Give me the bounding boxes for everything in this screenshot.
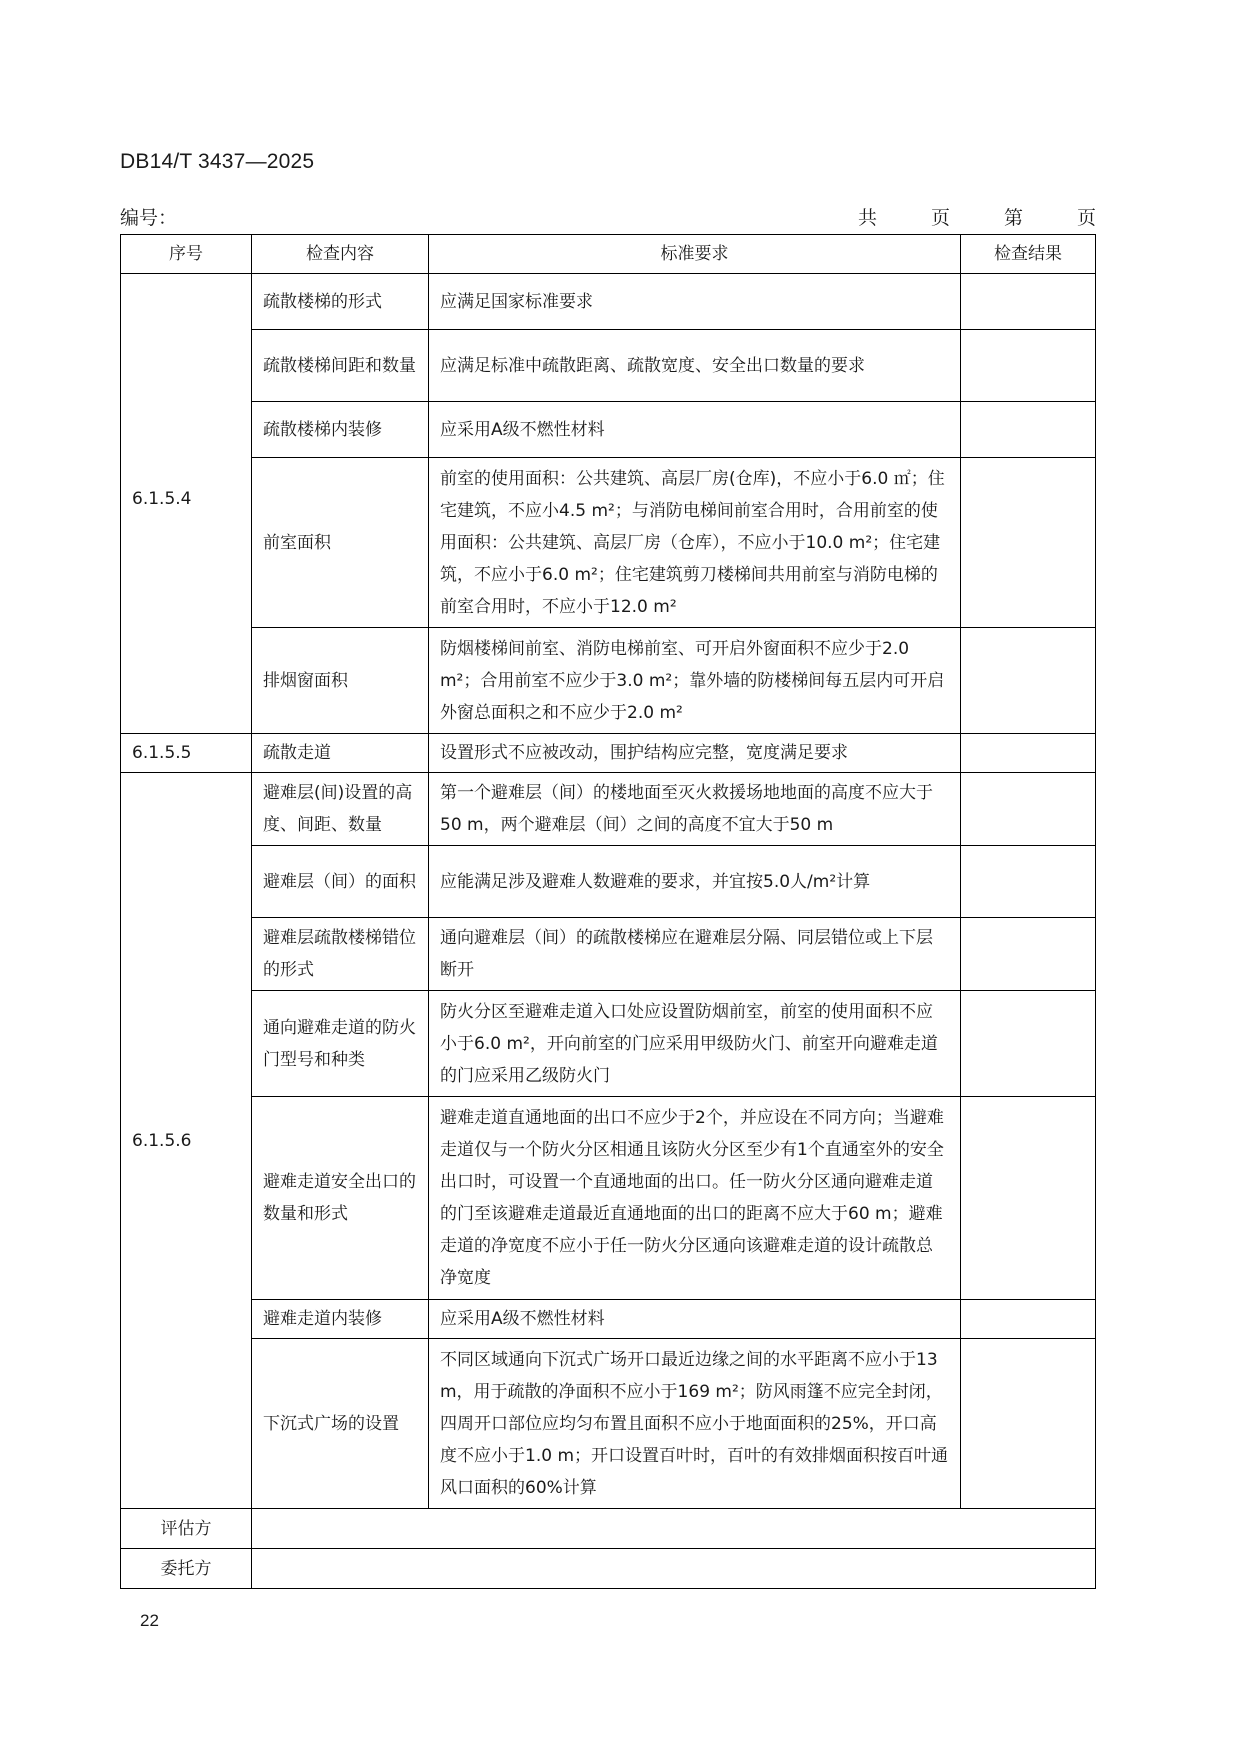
table-row xyxy=(121,274,1096,330)
result-cell[interactable] xyxy=(961,846,1096,918)
result-cell[interactable] xyxy=(961,1300,1096,1339)
client-row xyxy=(121,1549,1096,1589)
content-cell: 疏散走道 xyxy=(252,734,429,773)
page-count xyxy=(858,203,1096,230)
table-row xyxy=(121,991,1096,1097)
content-cell: 避难层（间）的面积 xyxy=(252,846,429,918)
header-content: 检查内容 xyxy=(252,235,429,274)
evaluator-row xyxy=(121,1509,1096,1549)
page-count-current-prefix: 第 xyxy=(1003,207,1023,229)
result-cell[interactable] xyxy=(961,458,1096,628)
table-row xyxy=(121,734,1096,773)
result-cell[interactable] xyxy=(961,773,1096,846)
content-cell: 排烟窗面积 xyxy=(252,628,429,734)
client-label: 委托方 xyxy=(121,1549,252,1589)
result-cell[interactable] xyxy=(961,628,1096,734)
header-requirement: 标准要求 xyxy=(429,235,961,274)
table-row xyxy=(121,1339,1096,1509)
result-cell[interactable] xyxy=(961,1097,1096,1300)
standard-code: DB14/T 3437—2025 xyxy=(120,150,315,173)
form-number-label: 编号： xyxy=(120,207,178,229)
content-cell: 避难层疏散楼梯错位的形式 xyxy=(252,918,429,991)
seq-cell: 6.1.5.6 xyxy=(121,773,252,1509)
content-cell: 避难层(间)设置的高度、间距、数量 xyxy=(252,773,429,846)
table-row xyxy=(121,458,1096,628)
requirement-cell: 避难走道直通地面的出口不应少于2个，并应设在不同方向；当避难走道仅与一个防火分区相通且该防火分区至少有1个直通室外的安全出口时，可设置一个直通地面的出口。任一防火分区通向避难走道的门至该避难走道最近直通地面的出口的距离不应大于60 m；避难走道的净宽度不应小于任一防火分区通向该避难走道的设计疏散总净宽度 xyxy=(429,1097,961,1300)
content-cell: 前室面积 xyxy=(252,458,429,628)
table-row xyxy=(121,1300,1096,1339)
page-count-total-suffix: 页 xyxy=(930,207,950,229)
result-cell[interactable] xyxy=(961,918,1096,991)
requirement-cell: 第一个避难层（间）的楼地面至灭火救援场地地面的高度不应大于50 m，两个避难层（间）之间的高度不宜大于50 m xyxy=(429,773,961,846)
content-cell: 疏散楼梯的形式 xyxy=(252,274,429,330)
result-cell[interactable] xyxy=(961,274,1096,330)
table-row xyxy=(121,1097,1096,1300)
requirement-cell: 应采用A级不燃性材料 xyxy=(429,1300,961,1339)
requirement-cell: 设置形式不应被改动，围护结构应完整，宽度满足要求 xyxy=(429,734,961,773)
requirement-cell: 应满足国家标准要求 xyxy=(429,274,961,330)
page-count-total-prefix: 共 xyxy=(857,207,877,229)
result-cell[interactable] xyxy=(961,991,1096,1097)
requirement-cell: 通向避难层（间）的疏散楼梯应在避难层分隔、同层错位或上下层断开 xyxy=(429,918,961,991)
content-cell: 通向避难走道的防火门型号和种类 xyxy=(252,991,429,1097)
result-cell[interactable] xyxy=(961,402,1096,458)
seq-cell: 6.1.5.5 xyxy=(121,734,252,773)
evaluator-label: 评估方 xyxy=(121,1509,252,1549)
result-cell[interactable] xyxy=(961,734,1096,773)
table-header-row xyxy=(121,235,1096,274)
result-cell[interactable] xyxy=(961,1339,1096,1509)
page-count-current-suffix: 页 xyxy=(1076,207,1096,229)
requirement-cell: 应能满足涉及避难人数避难的要求，并宜按5.0人/m²计算 xyxy=(429,846,961,918)
content-cell: 疏散楼梯内装修 xyxy=(252,402,429,458)
content-cell: 避难走道内装修 xyxy=(252,1300,429,1339)
requirement-cell: 应采用A级不燃性材料 xyxy=(429,402,961,458)
requirement-cell: 前室的使用面积：公共建筑、高层厂房(仓库)，不应小于6.0 ㎡；住宅建筑，不应小4.5 m²；与消防电梯间前室合用时，合用前室的使用面积：公共建筑、高层厂房（仓库），不应小于10.0 m²；住宅建筑，不应小于6.0 m²；住宅建筑剪刀楼梯间共用前室与消防电梯的前室合用时，不应小于12.0 m² xyxy=(429,458,961,628)
content-cell: 避难走道安全出口的数量和形式 xyxy=(252,1097,429,1300)
inspection-table xyxy=(120,234,1096,1589)
requirement-cell: 应满足标准中疏散距离、疏散宽度、安全出口数量的要求 xyxy=(429,330,961,402)
seq-cell: 6.1.5.4 xyxy=(121,274,252,734)
header-seq: 序号 xyxy=(121,235,252,274)
requirement-cell: 防火分区至避难走道入口处应设置防烟前室，前室的使用面积不应小于6.0 m²，开向前室的门应采用甲级防火门、前室开向避难走道的门应采用乙级防火门 xyxy=(429,991,961,1097)
result-cell[interactable] xyxy=(961,330,1096,402)
client-value[interactable] xyxy=(252,1549,1096,1589)
requirement-cell: 不同区域通向下沉式广场开口最近边缘之间的水平距离不应小于13 m，用于疏散的净面积不应小于169 m²；防风雨篷不应完全封闭，四周开口部位应均匀布置且面积不应小于地面面积的25%，开口高度不应小于1.0 m；开口设置百叶时，百叶的有效排烟面积按百叶通风口面积的60%计算 xyxy=(429,1339,961,1509)
table-row xyxy=(121,628,1096,734)
table-row xyxy=(121,846,1096,918)
evaluator-value[interactable] xyxy=(252,1509,1096,1549)
table-row xyxy=(121,773,1096,846)
content-cell: 下沉式广场的设置 xyxy=(252,1339,429,1509)
header-result: 检查结果 xyxy=(961,235,1096,274)
page-number: 22 xyxy=(140,1611,159,1630)
requirement-cell: 防烟楼梯间前室、消防电梯前室、可开启外窗面积不应少于2.0 m²；合用前室不应少于3.0 m²；靠外墙的防楼梯间每五层内可开启外窗总面积之和不应少于2.0 m² xyxy=(429,628,961,734)
table-row xyxy=(121,918,1096,991)
table-row xyxy=(121,330,1096,402)
table-row xyxy=(121,402,1096,458)
content-cell: 疏散楼梯间距和数量 xyxy=(252,330,429,402)
